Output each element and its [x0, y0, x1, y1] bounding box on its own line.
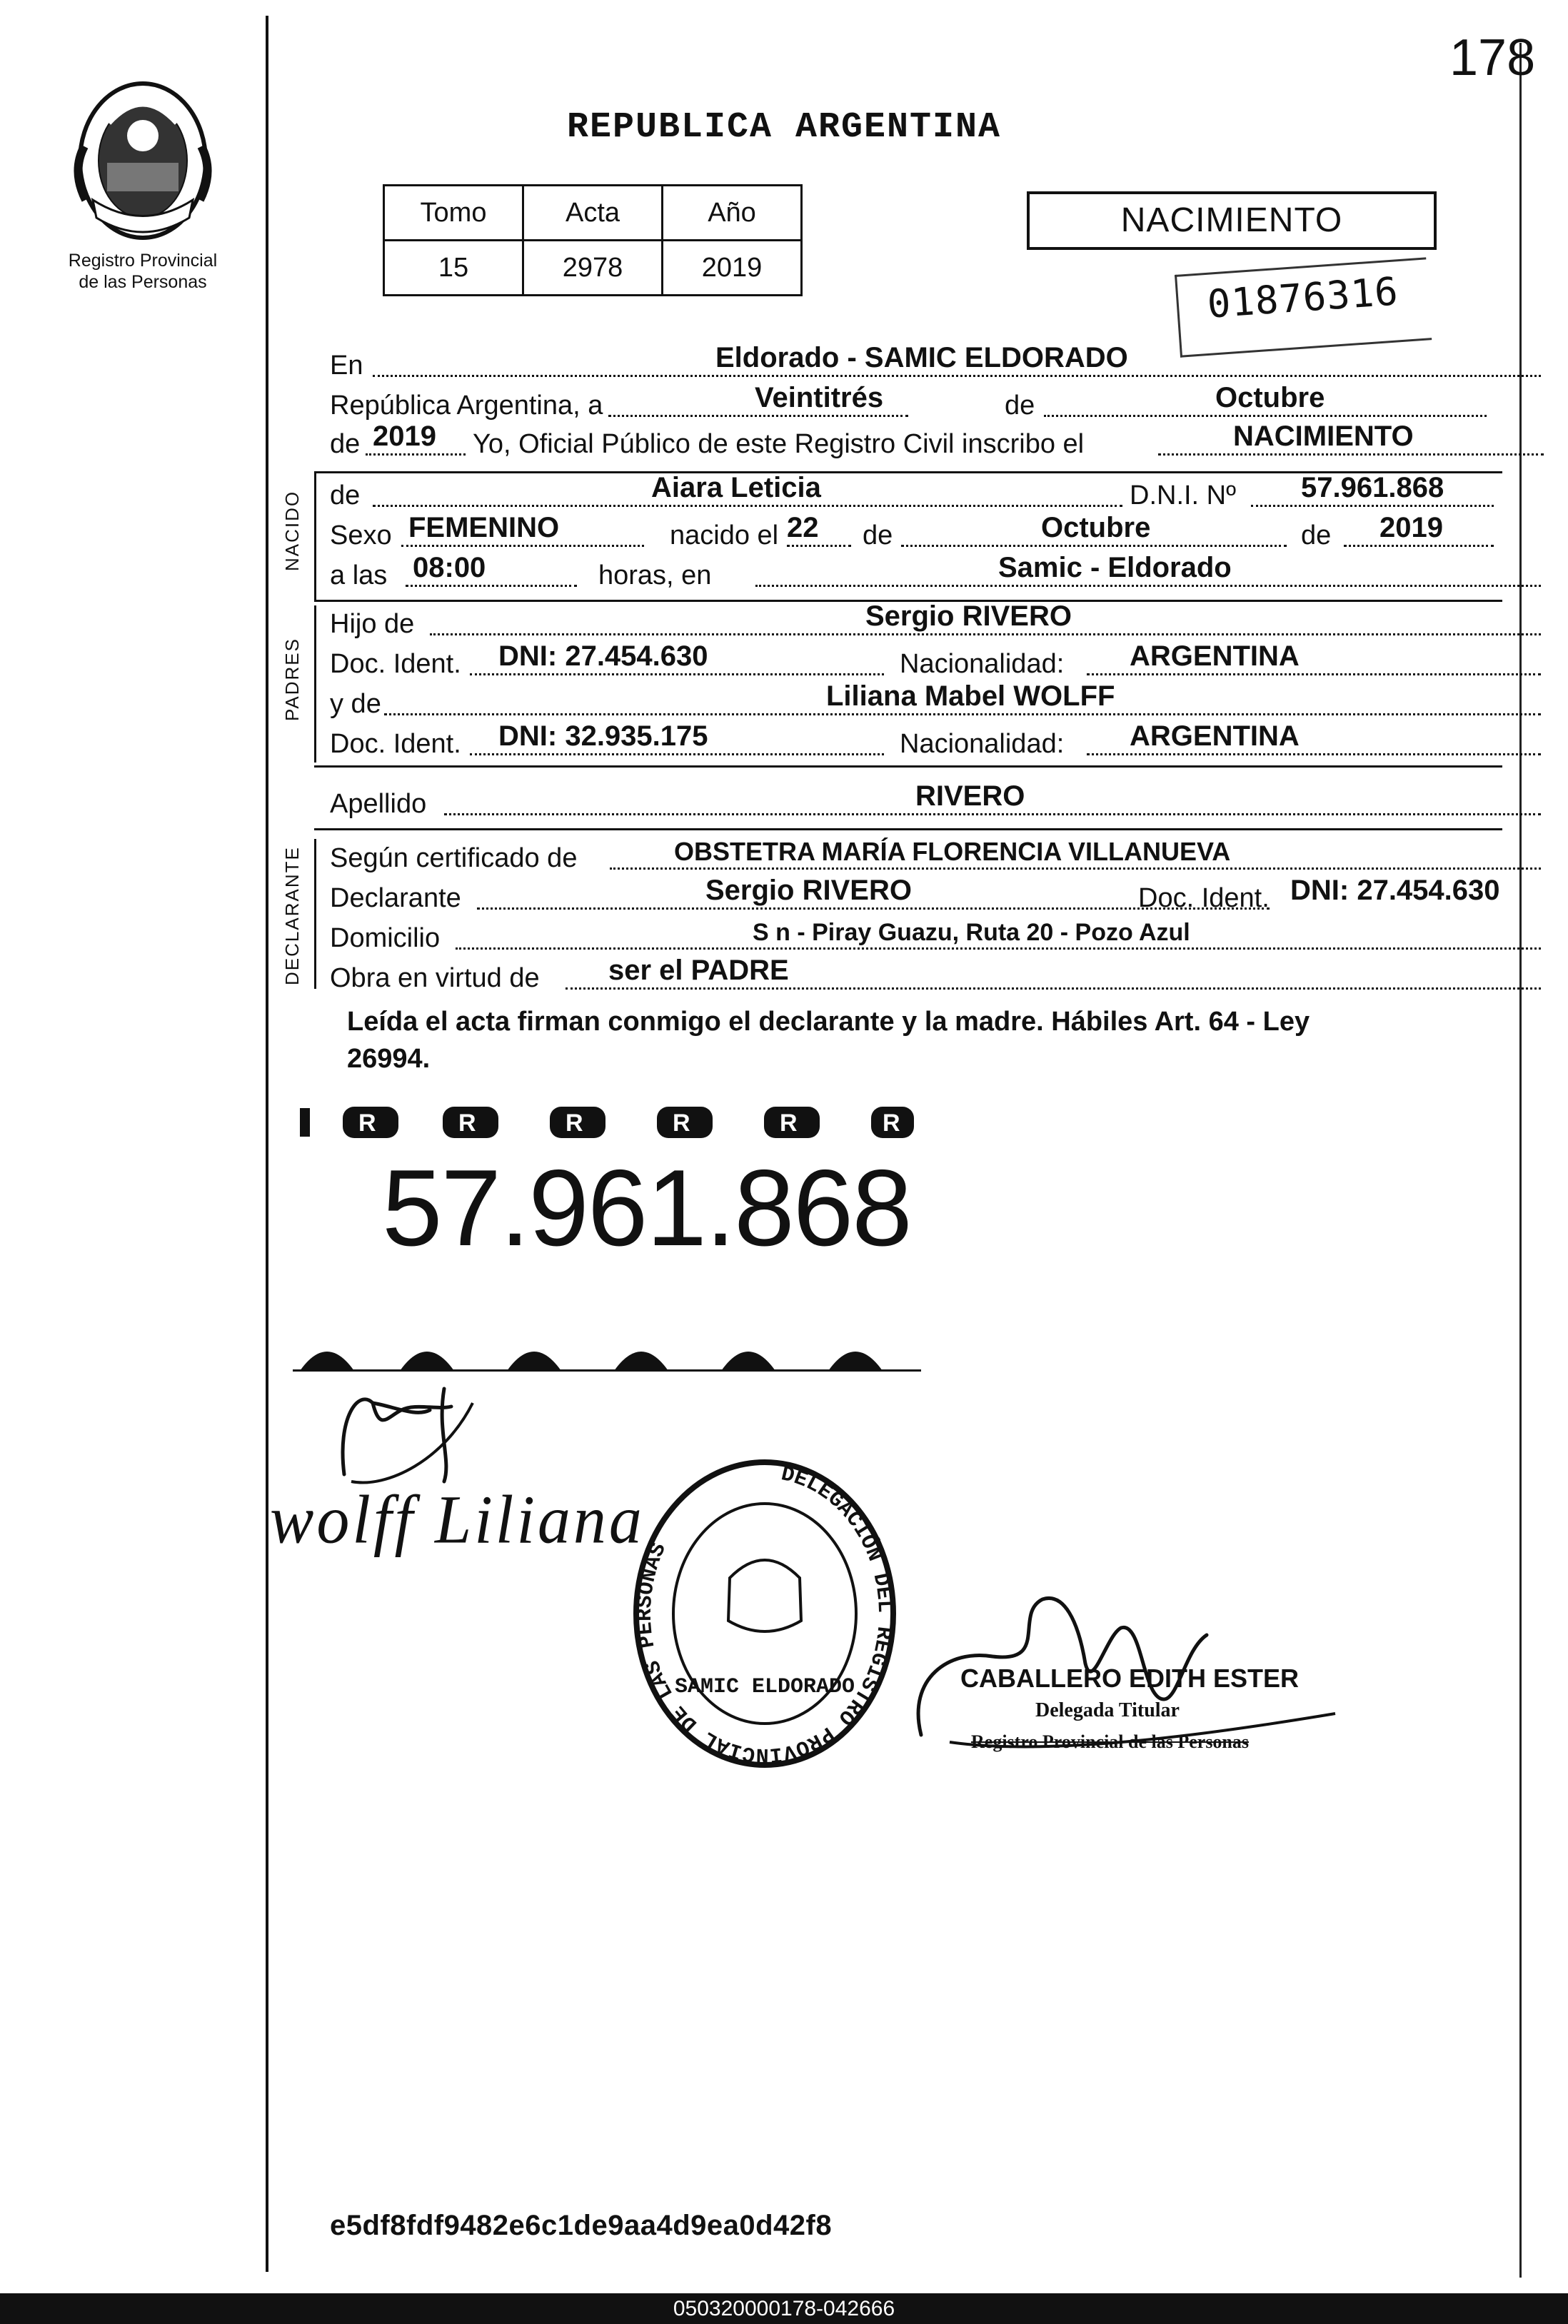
official-name: CABALLERO EDITH ESTER: [960, 1664, 1300, 1693]
sticker-top-pattern: [293, 1100, 921, 1142]
dotted-line: [401, 545, 644, 547]
left-margin-line: [266, 16, 268, 2272]
value-mother-name: Liliana Mabel WOLFF: [826, 680, 1115, 712]
row-father: [330, 600, 1501, 640]
row-place: [330, 341, 1501, 381]
svg-text:R: R: [883, 1110, 900, 1137]
svg-text:R: R: [566, 1110, 583, 1137]
page-number: 178: [1449, 29, 1536, 86]
registry-office-seal: [630, 1457, 900, 1771]
serial-number: 01876316: [1205, 268, 1400, 327]
value-domicilio: S n - Piray Guazu, Ruta 20 - Pozo Azul: [753, 919, 1190, 946]
label-en: En: [330, 351, 363, 381]
closing-note: [347, 1003, 1504, 1074]
section-divider: [314, 765, 1502, 768]
label-dni: D.N.I. Nº: [1130, 481, 1236, 510]
label-sexo: Sexo: [330, 520, 392, 550]
footer-code: 050320000178-042666: [673, 2297, 895, 2320]
dotted-line: [1158, 453, 1544, 456]
dotted-line: [1087, 673, 1541, 675]
right-margin-line: [1519, 43, 1522, 2278]
label-nacido-el: nacido el: [670, 520, 779, 550]
row-sex-birth: [330, 511, 1501, 551]
section-bracket: [314, 605, 316, 763]
label-de-month: de: [863, 520, 893, 550]
value-father-doc: DNI: 27.454.630: [498, 640, 708, 672]
label-de-name: de: [330, 481, 361, 510]
svg-text:R: R: [780, 1110, 798, 1137]
dotted-line: [373, 375, 1541, 377]
label-de-year: de: [1301, 520, 1332, 550]
label-mother-nationality: Nacionalidad:: [900, 729, 1065, 759]
value-child-dni: 57.961.868: [1301, 472, 1444, 503]
svg-text:R: R: [458, 1110, 476, 1137]
document-type-box: NACIMIENTO: [1027, 191, 1437, 250]
province-seal-logo: [71, 79, 214, 250]
document-hash: e5df8fdf9482e6c1de9aa4d9ea0d42f8: [330, 2210, 833, 2241]
label-domicilio: Domicilio: [330, 923, 441, 953]
row-name: [330, 471, 1501, 511]
label-republica: República Argentina, a: [330, 391, 603, 421]
dotted-line: [430, 633, 1541, 635]
section-label-declarante: DECLARANTE: [281, 846, 303, 985]
label-father-nationality: Nacionalidad:: [900, 649, 1065, 679]
registry-caption-line2: de las Personas: [79, 272, 207, 292]
declarant-signature: [330, 1374, 501, 1496]
registry-value-acta: 2978: [523, 241, 663, 296]
section-divider: [314, 828, 1502, 830]
row-domicilio: [330, 914, 1501, 954]
dotted-line: [470, 673, 884, 675]
dotted-line: [373, 505, 1122, 507]
value-month: Octubre: [1215, 382, 1325, 413]
section-label-padres: PADRES: [281, 638, 303, 721]
dni-sticker-number: 57.961.868: [382, 1147, 911, 1269]
section-bracket: [314, 471, 316, 600]
section-label-nacido: NACIDO: [281, 490, 303, 571]
value-father-name: Sergio RIVERO: [865, 600, 1072, 632]
label-year-de: de: [330, 429, 361, 459]
footer-bar: [0, 2293, 1568, 2324]
label-horas-en: horas, en: [598, 560, 712, 590]
registry-header-ano: Año: [663, 186, 802, 241]
dotted-line: [608, 415, 908, 417]
dotted-line: [566, 987, 1541, 990]
dotted-line: [755, 585, 1541, 587]
registry-header-acta: Acta: [523, 186, 663, 241]
closing-note-end: 26994.: [347, 1044, 431, 1074]
value-certificate: OBSTETRA MARÍA FLORENCIA VILLANUEVA: [674, 837, 1231, 866]
section-bracket: [314, 839, 316, 989]
value-place: Eldorado - SAMIC ELDORADO: [715, 342, 1128, 373]
dotted-line: [1344, 545, 1494, 547]
label-declarante-doc: Doc. Ident.: [1138, 883, 1270, 913]
svg-text:R: R: [358, 1110, 376, 1137]
value-birth-year: 2019: [1379, 512, 1443, 543]
label-y-de: y de: [330, 689, 381, 719]
seal-inner-text: SAMIC ELDORADO: [674, 1675, 855, 1699]
value-birth-place: Samic - Eldorado: [998, 552, 1232, 583]
label-inscribe: Yo, Oficial Público de este Registro Civil inscribo el: [473, 429, 1085, 459]
row-time-place: [330, 551, 1501, 591]
value-declarante-doc: DNI: 27.454.630: [1290, 875, 1500, 906]
label-certificate: Según certificado de: [330, 843, 578, 873]
value-year: 2019: [373, 421, 436, 452]
value-declarante-name: Sergio RIVERO: [705, 875, 912, 906]
dotted-line: [406, 585, 577, 587]
registry-table-value-row: [384, 241, 802, 296]
row-apellido: [330, 780, 1501, 820]
closing-note-text: Leída el acta firman conmigo el declarante y la madre. Hábiles Art. 64 - Ley: [347, 1007, 1310, 1037]
seal-outer-text: DELEGACIÓN DEL REGISTRO PROVINCIAL DE LAS PERSONAS: [633, 1462, 897, 1767]
dotted-line: [1251, 505, 1494, 507]
dotted-line: [1087, 753, 1541, 755]
dotted-line: [787, 545, 851, 547]
label-a-las: a las: [330, 560, 388, 590]
label-father-doc: Doc. Ident.: [330, 649, 461, 679]
mother-signature: wolff Liliana: [270, 1481, 645, 1558]
value-day-words: Veintitrés: [755, 382, 884, 413]
registry-caption-line1: Registro Provincial: [68, 251, 218, 271]
value-mother-nationality: ARGENTINA: [1130, 720, 1300, 752]
registry-value-tomo: 15: [384, 241, 523, 296]
row-mother-doc: [330, 720, 1501, 760]
dotted-line: [456, 947, 1541, 950]
label-obra: Obra en virtud de: [330, 963, 540, 993]
registry-value-ano: 2019: [663, 241, 802, 296]
label-apellido: Apellido: [330, 789, 427, 819]
document-title: REPUBLICA ARGENTINA: [566, 107, 1002, 148]
row-obra: [330, 954, 1501, 994]
dotted-line: [470, 753, 884, 755]
value-obra: ser el PADRE: [608, 955, 789, 986]
row-declarante: [330, 874, 1501, 914]
dotted-line: [444, 813, 1541, 815]
value-birth-day: 22: [787, 512, 819, 543]
dotted-line: [610, 867, 1541, 870]
row-date: [330, 381, 1501, 421]
row-mother: [330, 680, 1501, 720]
registry-caption: [43, 250, 243, 293]
row-father-doc: [330, 640, 1501, 680]
value-event: NACIMIENTO: [1233, 421, 1414, 452]
registry-table-header-row: [384, 186, 802, 241]
value-time: 08:00: [413, 552, 486, 583]
dotted-line: [901, 545, 1287, 547]
label-mother-doc: Doc. Ident.: [330, 729, 461, 759]
svg-text:R: R: [673, 1110, 690, 1137]
value-apellido: RIVERO: [915, 780, 1025, 812]
dotted-line: [1044, 415, 1487, 417]
value-mother-doc: DNI: 32.935.175: [498, 720, 708, 752]
label-hijo-de: Hijo de: [330, 609, 415, 639]
official-role: Delegada Titular: [1035, 1699, 1180, 1721]
value-child-name: Aiara Leticia: [651, 472, 821, 503]
dotted-line: [384, 713, 1541, 715]
row-inscription: [330, 420, 1501, 460]
registry-table: [383, 184, 803, 296]
label-declarante: Declarante: [330, 883, 461, 913]
label-de: de: [1005, 391, 1035, 421]
dotted-line: [366, 453, 466, 456]
registry-header-tomo: Tomo: [384, 186, 523, 241]
sticker-bottom-pattern: [293, 1329, 921, 1372]
value-father-nationality: ARGENTINA: [1130, 640, 1300, 672]
row-certificate: [330, 834, 1501, 874]
value-birth-month: Octubre: [1041, 512, 1151, 543]
official-org: Registro Provincial de las Personas: [971, 1731, 1250, 1752]
value-sexo: FEMENINO: [408, 512, 560, 543]
